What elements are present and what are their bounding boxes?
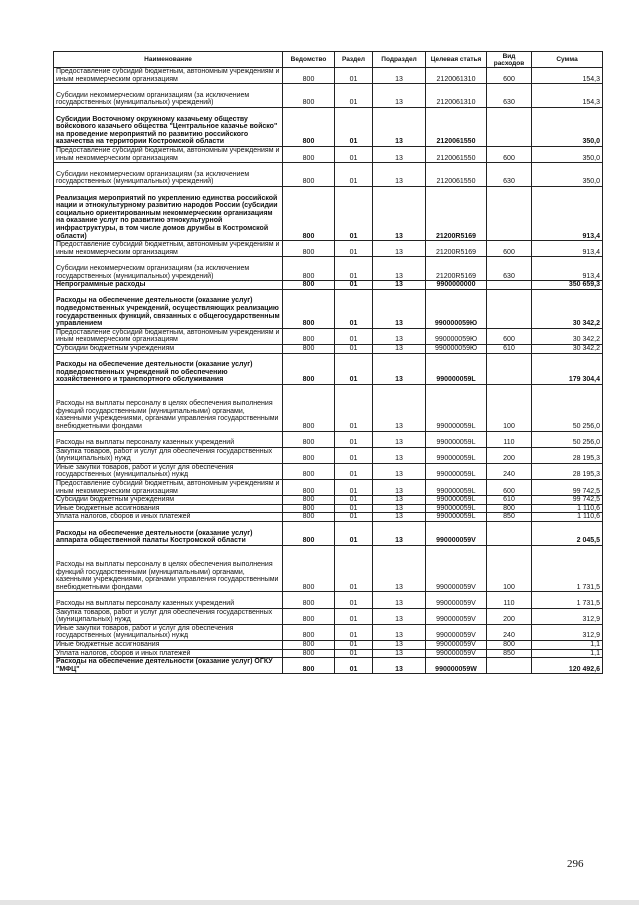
cell-expense-type: 850: [487, 513, 532, 522]
cell-expense-type: 630: [487, 84, 532, 108]
table-row: [54, 649, 603, 658]
cell-razdel: 01: [335, 431, 373, 447]
cell-sum: 120 492,6: [532, 658, 603, 674]
cell-sum: 154,3: [532, 68, 603, 84]
cell-expense-type: [487, 289, 532, 328]
header-expense-type: Вид расходов: [487, 52, 532, 68]
cell-podrazdel: 13: [373, 480, 426, 496]
cell-target-article: 990000059Ю: [426, 328, 487, 344]
cell-vedomstvo: 800: [283, 146, 335, 162]
cell-sum: 30 342,2: [532, 289, 603, 328]
cell-target-article: 990000059Ю: [426, 344, 487, 353]
header-name: Наименование: [54, 52, 283, 68]
cell-vedomstvo: 800: [283, 504, 335, 513]
cell-expense-type: 600: [487, 68, 532, 84]
cell-name: Уплата налогов, сборов и иных платежей: [54, 513, 283, 522]
cell-expense-type: 630: [487, 257, 532, 281]
table-row: [54, 640, 603, 649]
cell-sum: 179 304,4: [532, 353, 603, 384]
cell-vedomstvo: 800: [283, 281, 335, 290]
cell-expense-type: 600: [487, 328, 532, 344]
cell-podrazdel: 13: [373, 640, 426, 649]
cell-vedomstvo: 800: [283, 592, 335, 608]
cell-target-article: 2120061550: [426, 163, 487, 187]
table-row: [54, 281, 603, 290]
cell-name: Предоставление субсидий бюджетным, автономным учреждениям и иным некоммерческим организациям: [54, 480, 283, 496]
cell-sum: 1 110,6: [532, 513, 603, 522]
cell-sum: 350,0: [532, 146, 603, 162]
cell-sum: 50 256,0: [532, 384, 603, 431]
cell-razdel: 01: [335, 257, 373, 281]
table-row: [54, 431, 603, 447]
cell-razdel: 01: [335, 163, 373, 187]
header-razdel: Раздел: [335, 52, 373, 68]
table-row: [54, 658, 603, 674]
cell-razdel: 01: [335, 289, 373, 328]
cell-expense-type: 850: [487, 649, 532, 658]
cell-razdel: 01: [335, 447, 373, 463]
cell-razdel: 01: [335, 107, 373, 146]
cell-name: Расходы на выплаты персоналу казенных учреждений: [54, 431, 283, 447]
table-row: [54, 384, 603, 431]
cell-expense-type: 630: [487, 163, 532, 187]
cell-razdel: 01: [335, 186, 373, 240]
cell-expense-type: 800: [487, 640, 532, 649]
cell-name: Субсидии бюджетным учреждениям: [54, 496, 283, 505]
cell-target-article: 990000059Ю: [426, 289, 487, 328]
table-row: [54, 592, 603, 608]
cell-expense-type: 610: [487, 344, 532, 353]
cell-target-article: 21200R5169: [426, 186, 487, 240]
cell-podrazdel: 13: [373, 608, 426, 624]
table-row: [54, 463, 603, 479]
cell-expense-type: [487, 353, 532, 384]
cell-expense-type: 600: [487, 480, 532, 496]
cell-expense-type: [487, 281, 532, 290]
scan-bottom-edge: [0, 900, 639, 905]
cell-razdel: 01: [335, 281, 373, 290]
cell-razdel: 01: [335, 624, 373, 640]
cell-vedomstvo: 800: [283, 649, 335, 658]
cell-razdel: 01: [335, 463, 373, 479]
cell-target-article: 990000059L: [426, 496, 487, 505]
cell-expense-type: 800: [487, 504, 532, 513]
cell-sum: 913,4: [532, 241, 603, 257]
cell-razdel: 01: [335, 608, 373, 624]
table-row: [54, 146, 603, 162]
cell-target-article: 2120061310: [426, 84, 487, 108]
cell-target-article: 990000059L: [426, 384, 487, 431]
cell-podrazdel: 13: [373, 281, 426, 290]
cell-target-article: 990000059W: [426, 658, 487, 674]
table-row: [54, 107, 603, 146]
cell-name: Предоставление субсидий бюджетным, автономным учреждениям и иным некоммерческим организациям: [54, 68, 283, 84]
cell-vedomstvo: 800: [283, 545, 335, 592]
table-row: [54, 480, 603, 496]
cell-target-article: 990000059V: [426, 640, 487, 649]
cell-sum: 99 742,5: [532, 480, 603, 496]
cell-razdel: 01: [335, 241, 373, 257]
table-row: [54, 186, 603, 240]
cell-podrazdel: 13: [373, 384, 426, 431]
cell-podrazdel: 13: [373, 186, 426, 240]
cell-podrazdel: 13: [373, 624, 426, 640]
cell-vedomstvo: 800: [283, 289, 335, 328]
table-row: [54, 257, 603, 281]
cell-name: Расходы на обеспечение деятельности (оказание услуг) ОГКУ "МФЦ": [54, 658, 283, 674]
cell-podrazdel: 13: [373, 504, 426, 513]
cell-expense-type: 240: [487, 624, 532, 640]
cell-target-article: 990000059V: [426, 522, 487, 546]
cell-podrazdel: 13: [373, 107, 426, 146]
cell-target-article: 2120061550: [426, 107, 487, 146]
table-row: [54, 513, 603, 522]
cell-sum: 2 045,5: [532, 522, 603, 546]
cell-podrazdel: 13: [373, 447, 426, 463]
cell-vedomstvo: 800: [283, 463, 335, 479]
cell-razdel: 01: [335, 344, 373, 353]
cell-target-article: 990000059V: [426, 545, 487, 592]
cell-target-article: 990000059V: [426, 624, 487, 640]
table-row: [54, 241, 603, 257]
header-sum: Сумма: [532, 52, 603, 68]
cell-target-article: 2120061550: [426, 146, 487, 162]
cell-sum: 312,9: [532, 608, 603, 624]
table-body: [54, 68, 603, 674]
cell-expense-type: [487, 107, 532, 146]
cell-podrazdel: 13: [373, 328, 426, 344]
cell-razdel: 01: [335, 545, 373, 592]
table-row: [54, 522, 603, 546]
cell-name: Закупка товаров, работ и услуг для обеспечения государственных (муниципальных) нужд: [54, 608, 283, 624]
cell-razdel: 01: [335, 522, 373, 546]
cell-podrazdel: 13: [373, 496, 426, 505]
table-row: [54, 328, 603, 344]
table-row: [54, 344, 603, 353]
cell-expense-type: 610: [487, 496, 532, 505]
cell-target-article: 990000059L: [426, 504, 487, 513]
cell-target-article: 21200R5169: [426, 241, 487, 257]
cell-sum: 28 195,3: [532, 463, 603, 479]
cell-target-article: 990000059L: [426, 480, 487, 496]
cell-sum: 913,4: [532, 186, 603, 240]
cell-vedomstvo: 800: [283, 608, 335, 624]
cell-name: Субсидии бюджетным учреждениям: [54, 344, 283, 353]
cell-vedomstvo: 800: [283, 328, 335, 344]
table-header-row: [54, 52, 603, 68]
table-row: [54, 496, 603, 505]
cell-name: Уплата налогов, сборов и иных платежей: [54, 649, 283, 658]
cell-vedomstvo: 800: [283, 658, 335, 674]
cell-podrazdel: 13: [373, 545, 426, 592]
cell-sum: 1,1: [532, 640, 603, 649]
cell-name: Предоставление субсидий бюджетным, автономным учреждениям и иным некоммерческим организациям: [54, 146, 283, 162]
cell-razdel: 01: [335, 384, 373, 431]
cell-podrazdel: 13: [373, 257, 426, 281]
cell-name: Иные закупки товаров, работ и услуг для обеспечения государственных (муниципальных) нужд: [54, 624, 283, 640]
cell-podrazdel: 13: [373, 431, 426, 447]
cell-sum: 350,0: [532, 163, 603, 187]
cell-sum: 1 110,6: [532, 504, 603, 513]
cell-name: Субсидии некоммерческим организациям (за исключением государственных (муниципальных) учреждений): [54, 84, 283, 108]
table-row: [54, 545, 603, 592]
cell-sum: 50 256,0: [532, 431, 603, 447]
cell-sum: 1,1: [532, 649, 603, 658]
cell-name: Иные бюджетные ассигнования: [54, 640, 283, 649]
cell-sum: 913,4: [532, 257, 603, 281]
table-row: [54, 84, 603, 108]
cell-name: Иные закупки товаров, работ и услуг для обеспечения государственных (муниципальных) нужд: [54, 463, 283, 479]
cell-name: Предоставление субсидий бюджетным, автономным учреждениям и иным некоммерческим организациям: [54, 328, 283, 344]
cell-expense-type: 100: [487, 384, 532, 431]
cell-razdel: 01: [335, 649, 373, 658]
cell-name: Предоставление субсидий бюджетным, автономным учреждениям и иным некоммерческим организациям: [54, 241, 283, 257]
table-row: [54, 447, 603, 463]
cell-razdel: 01: [335, 328, 373, 344]
cell-vedomstvo: 800: [283, 353, 335, 384]
cell-podrazdel: 13: [373, 513, 426, 522]
cell-name: Субсидии Восточному окружному казачьему обществу войскового казачьего общества "Центральное казачье войско" на проведение мероприятий по развитию российского казачества на территории Костромской области: [54, 107, 283, 146]
cell-target-article: 990000059V: [426, 608, 487, 624]
cell-sum: 1 731,5: [532, 592, 603, 608]
cell-target-article: 990000059L: [426, 431, 487, 447]
cell-expense-type: [487, 186, 532, 240]
cell-razdel: 01: [335, 640, 373, 649]
cell-razdel: 01: [335, 592, 373, 608]
cell-expense-type: 100: [487, 545, 532, 592]
table-row: [54, 68, 603, 84]
cell-target-article: 21200R5169: [426, 257, 487, 281]
cell-podrazdel: 13: [373, 289, 426, 328]
cell-target-article: 990000059L: [426, 353, 487, 384]
cell-razdel: 01: [335, 658, 373, 674]
cell-razdel: 01: [335, 504, 373, 513]
cell-name: Расходы на выплаты персоналу в целях обеспечения выполнения функций государственными (муниципальными) органами, казенными учреждениями, органами управления государственными внебюджетными фондами: [54, 384, 283, 431]
cell-razdel: 01: [335, 68, 373, 84]
cell-podrazdel: 13: [373, 522, 426, 546]
cell-target-article: 990000059L: [426, 447, 487, 463]
cell-expense-type: 240: [487, 463, 532, 479]
cell-name: Расходы на обеспечение деятельности (оказание услуг) подведомственных учреждений, осуществляющих реализацию государственных функций, связанных с общегосударственным управлением: [54, 289, 283, 328]
cell-vedomstvo: 800: [283, 68, 335, 84]
table-row: [54, 624, 603, 640]
budget-table: [53, 51, 603, 674]
cell-expense-type: 200: [487, 447, 532, 463]
cell-target-article: 9900000000: [426, 281, 487, 290]
cell-target-article: 990000059L: [426, 463, 487, 479]
page-number: 296: [567, 858, 584, 870]
cell-name: Расходы на обеспечение деятельности (оказание услуг) аппарата общественной палаты Костромской области: [54, 522, 283, 546]
cell-vedomstvo: 800: [283, 513, 335, 522]
cell-expense-type: 200: [487, 608, 532, 624]
cell-sum: 312,9: [532, 624, 603, 640]
cell-vedomstvo: 800: [283, 84, 335, 108]
header-vedomstvo: Ведомство: [283, 52, 335, 68]
cell-vedomstvo: 800: [283, 522, 335, 546]
cell-vedomstvo: 800: [283, 107, 335, 146]
cell-name: Субсидии некоммерческим организациям (за исключением государственных (муниципальных) учреждений): [54, 257, 283, 281]
cell-podrazdel: 13: [373, 344, 426, 353]
cell-podrazdel: 13: [373, 592, 426, 608]
table-row: [54, 608, 603, 624]
cell-podrazdel: 13: [373, 84, 426, 108]
cell-expense-type: [487, 522, 532, 546]
cell-name: Иные бюджетные ассигнования: [54, 504, 283, 513]
cell-name: Непрограммные расходы: [54, 281, 283, 290]
cell-vedomstvo: 800: [283, 257, 335, 281]
cell-target-article: 2120061310: [426, 68, 487, 84]
header-podrazdel: Подраздел: [373, 52, 426, 68]
cell-sum: 99 742,5: [532, 496, 603, 505]
cell-razdel: 01: [335, 480, 373, 496]
table-row: [54, 163, 603, 187]
cell-name: Реализация мероприятий по укреплению единства российской нации и этнокультурному развитию народов России (субсидии социально ориентированным некоммерческим организациям на оказание услуг по развитию этнокультурной инфраструктуры, в том числе домов дружбы в Костромской области): [54, 186, 283, 240]
cell-vedomstvo: 800: [283, 480, 335, 496]
cell-sum: 30 342,2: [532, 328, 603, 344]
cell-name: Расходы на выплаты персоналу в целях обеспечения выполнения функций государственными (муниципальными) органами, казенными учреждениями, органами управления государственными внебюджетными фондами: [54, 545, 283, 592]
cell-razdel: 01: [335, 146, 373, 162]
cell-vedomstvo: 800: [283, 344, 335, 353]
cell-vedomstvo: 800: [283, 384, 335, 431]
cell-name: Субсидии некоммерческим организациям (за исключением государственных (муниципальных) учреждений): [54, 163, 283, 187]
cell-expense-type: 110: [487, 592, 532, 608]
cell-vedomstvo: 800: [283, 640, 335, 649]
cell-vedomstvo: 800: [283, 447, 335, 463]
cell-podrazdel: 13: [373, 353, 426, 384]
cell-target-article: 990000059V: [426, 592, 487, 608]
cell-vedomstvo: 800: [283, 241, 335, 257]
cell-podrazdel: 13: [373, 649, 426, 658]
table-row: [54, 289, 603, 328]
cell-sum: 1 731,5: [532, 545, 603, 592]
table-row: [54, 504, 603, 513]
cell-expense-type: 600: [487, 146, 532, 162]
cell-podrazdel: 13: [373, 163, 426, 187]
cell-podrazdel: 13: [373, 68, 426, 84]
cell-podrazdel: 13: [373, 146, 426, 162]
cell-expense-type: 110: [487, 431, 532, 447]
cell-vedomstvo: 800: [283, 186, 335, 240]
cell-razdel: 01: [335, 84, 373, 108]
cell-sum: 350 659,3: [532, 281, 603, 290]
cell-sum: 154,3: [532, 84, 603, 108]
cell-target-article: 990000059L: [426, 513, 487, 522]
cell-podrazdel: 13: [373, 241, 426, 257]
cell-name: Расходы на обеспечение деятельности (оказание услуг) подведомственных учреждений по обеспечению хозяйственного и транспортного обслуживания: [54, 353, 283, 384]
cell-vedomstvo: 800: [283, 624, 335, 640]
cell-expense-type: 600: [487, 241, 532, 257]
cell-name: Расходы на выплаты персоналу казенных учреждений: [54, 592, 283, 608]
cell-podrazdel: 13: [373, 463, 426, 479]
cell-razdel: 01: [335, 496, 373, 505]
cell-sum: 350,0: [532, 107, 603, 146]
cell-target-article: 990000059V: [426, 649, 487, 658]
cell-sum: 28 195,3: [532, 447, 603, 463]
table-row: [54, 353, 603, 384]
cell-vedomstvo: 800: [283, 163, 335, 187]
cell-expense-type: [487, 658, 532, 674]
cell-vedomstvo: 800: [283, 431, 335, 447]
cell-razdel: 01: [335, 353, 373, 384]
cell-name: Закупка товаров, работ и услуг для обеспечения государственных (муниципальных) нужд: [54, 447, 283, 463]
header-target-article: Целевая статья: [426, 52, 487, 68]
cell-sum: 30 342,2: [532, 344, 603, 353]
cell-razdel: 01: [335, 513, 373, 522]
cell-podrazdel: 13: [373, 658, 426, 674]
cell-vedomstvo: 800: [283, 496, 335, 505]
